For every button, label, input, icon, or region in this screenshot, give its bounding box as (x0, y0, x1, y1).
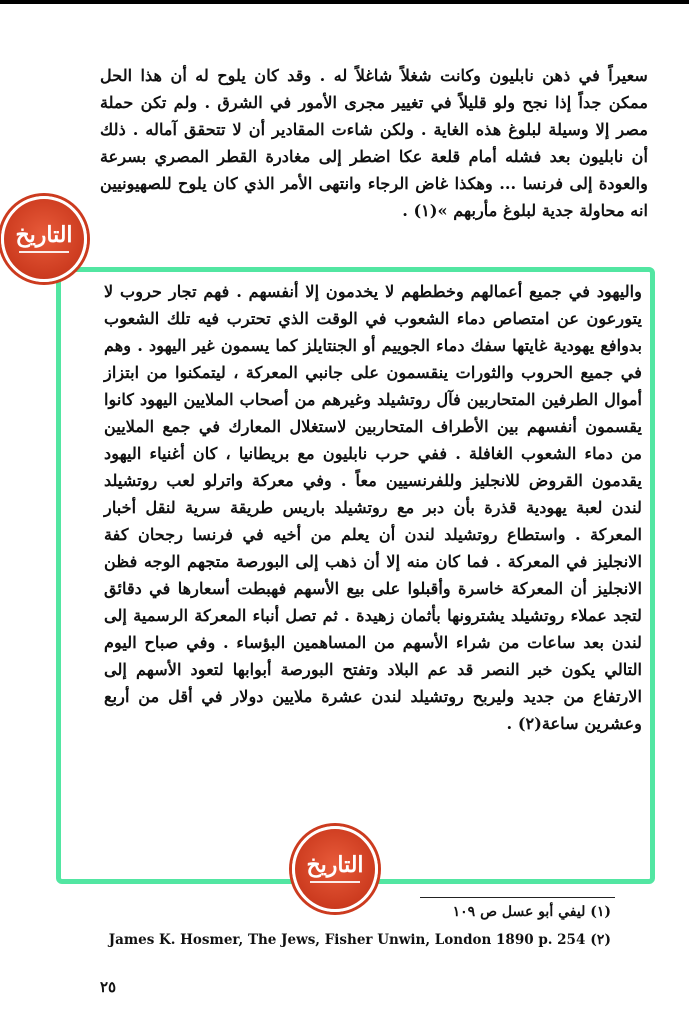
page-number: ٢٥ (100, 978, 117, 996)
highlighted-paragraph: واليهود في جميع أعمالهم وخططهم لا يخدمون إلا أنفسهم . فهم تجار حروب لا يتورعون عن امتصاص دماء الشعوب في الوقت الذي تحترب فيه تلك الشعوب بدوافع يهودية غايتها سفك دماء الجوييم أو الجنتايلز كما يسمون غير اليهود . وهم في جميع الحروب والثورات ينقسمون على جانبي المعركة ، ليتمكنوا من ابتزاز أموال الطرفين المتحاربين فآل روتشيلد وغيرهم من أصحاب الملايين اليهود كانوا يقسمون أنفسهم بين الأطراف المتحاربين لاستغلال المعارك في جمع الملايين من دماء الشعوب الغافلة . ففي حرب نابليون مع بريطانيا ، كان أغنياء اليهود يقدمون القروض للانجليز وللفرنسيين معاً . وفي معركة واترلو لعب روتشيلد لندن لعبة يهودية قذرة بأن دبر مع روتشيلد باريس طريقة سرية لنقل أخبار المعركة . واستطاع روتشيلد لندن أن يعلم من أخيه في فرنسا رجحان كفة الانجليز في المعركة . فما كان منه إلا أن ذهب إلى البورصة متجهم الوجه فظن الانجليز أن المعركة خاسرة وأقبلوا على بيع الأسهم فهبطت أسعارها في دقائق لتجد عملاء روتشيلد يشترونها بأثمان زهيدة . ثم تصل أنباء المعركة الرسمية إلى لندن بعد ساعات من شراء الأسهم من المساهمين البؤساء . وفي صباح اليوم التالي يكون خبر النصر قد عم البلاد وتفتح البورصة أبوابها لتعود الأسهم إلى الارتفاع من جديد وليربح روتشيلد لندن عشرة ملايين دولار في أقل من أربع وعشرين ساعة(٢) . (104, 282, 642, 733)
top-edge-bar (0, 0, 689, 4)
footnote-rule (420, 897, 615, 898)
watermark-stamp (1, 196, 87, 282)
stamp-word: التاريخ (15, 221, 73, 248)
footnote-marker: (٢) (590, 932, 611, 948)
watermark-stamp (292, 826, 378, 912)
footnote-text: James K. Hosmer, The Jews, Fisher Unwin, London 1890 p. 254 (108, 932, 586, 948)
footnote-marker: (١) (590, 904, 611, 920)
stamp-divider (310, 881, 360, 883)
footnote-text: ليفي أبو عسل ص ١٠٩ (452, 904, 586, 920)
stamp-word: التاريخ (306, 851, 364, 878)
footnote-1 (453, 904, 611, 920)
top-paragraph: سعيراً في ذهن نابليون وكانت شغلاً شاغلاً له . وقد كان يلوح له أن هذا الحل ممكن جداً إذا نجح ولو قليلاً في تغيير مجرى الأمور في الشرق . ولم تكن حملة مصر إلا وسيلة لبلوغ هذه الغاية . ولكن شاءت المقادير أن لا تتحقق آماله . ذلك أن نابليون بعد فشله أمام قلعة عكا اضطر إلى مغادرة القطر المصري بسرعة والعودة إلى فرنسا ... وهكذا غاض الرجاء وانتهى الأمر الذي كان يلوح للصهيونيين انه محاولة جدية لبلوغ مأربهم »(١) . (100, 66, 648, 220)
footnote-2 (109, 932, 611, 948)
stamp-divider (19, 251, 69, 253)
